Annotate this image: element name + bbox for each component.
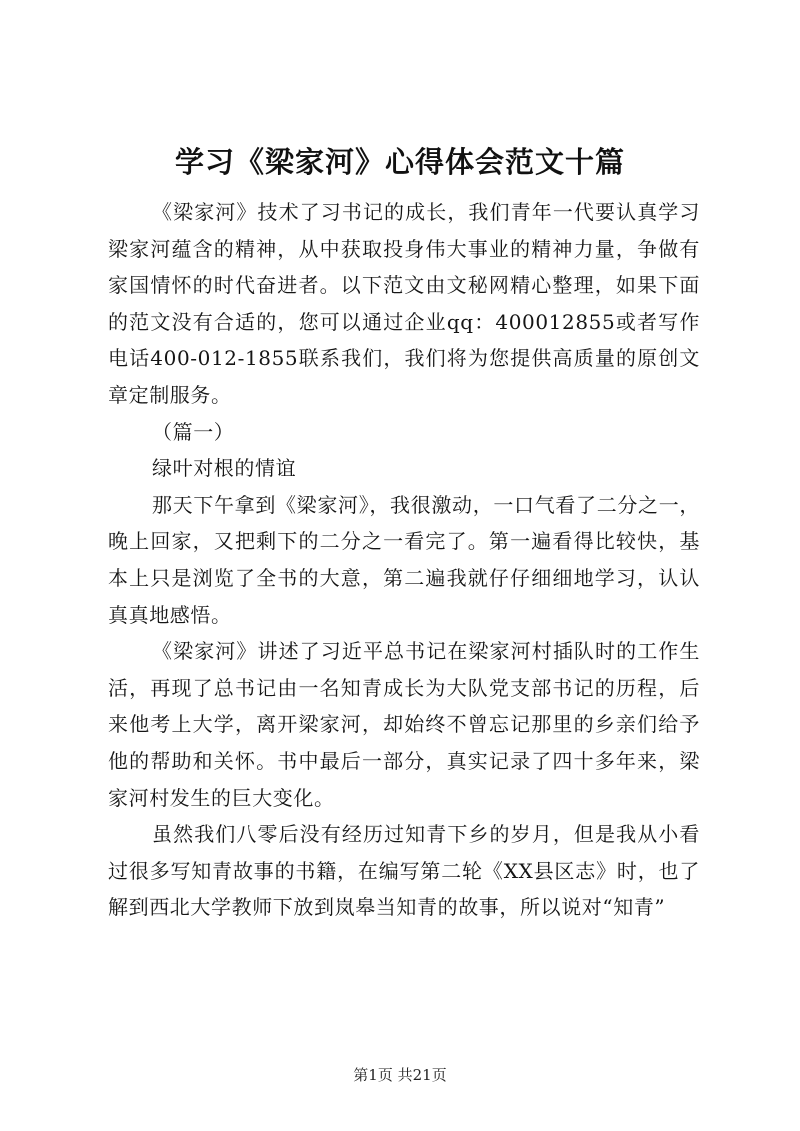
body-paragraph: 《梁家河》讲述了习近平总书记在梁家河村插队时的工作生活，再现了总书记由一名知青成长为大队党支部书记的历程，后来他考上大学，离开梁家河，却始终不曾忘记那里的乡亲们给予他的帮助和关怀。书中最后一部分，真实记录了四十多年来，梁家河村发生的巨大变化。 xyxy=(108,639,700,810)
intro-paragraph: 《梁家河》技术了习书记的成长，我们青年一代要认真学习梁家河蕴含的精神，从中获取投身伟大事业的精神力量，争做有家国情怀的时代奋进者。以下范文由文秘网精心整理，如果下面的范文没有合适的，您可以通过企业qq：400012855或者写作电话400-012-1855联系我们，我们将为您提供高质量的原创文章定制服务。 xyxy=(108,200,700,407)
document-body xyxy=(108,194,700,926)
section-label: （篇一） xyxy=(152,419,235,444)
section-heading: 绿叶对根的情谊 xyxy=(152,456,297,481)
body-paragraph: 虽然我们八零后没有经历过知青下乡的岁月，但是我从小看过很多写知青故事的书籍，在编写第二轮《XX县区志》时，也了解到西北大学教师下放到岚皋当知青的故事，所以说对“知青” xyxy=(108,822,700,920)
body-paragraph: 那天下午拿到《梁家河》，我很激动，一口气看了二分之一，晚上回家，又把剩下的二分之一看完了。第一遍看得比较快，基本上只是浏览了全书的大意，第二遍我就仔仔细细地学习，认认真真地感悟。 xyxy=(108,492,700,627)
document-title: 学习《梁家河》心得体会范文十篇 xyxy=(174,145,625,179)
page-footer: 第1页 共21页 xyxy=(353,1066,447,1084)
